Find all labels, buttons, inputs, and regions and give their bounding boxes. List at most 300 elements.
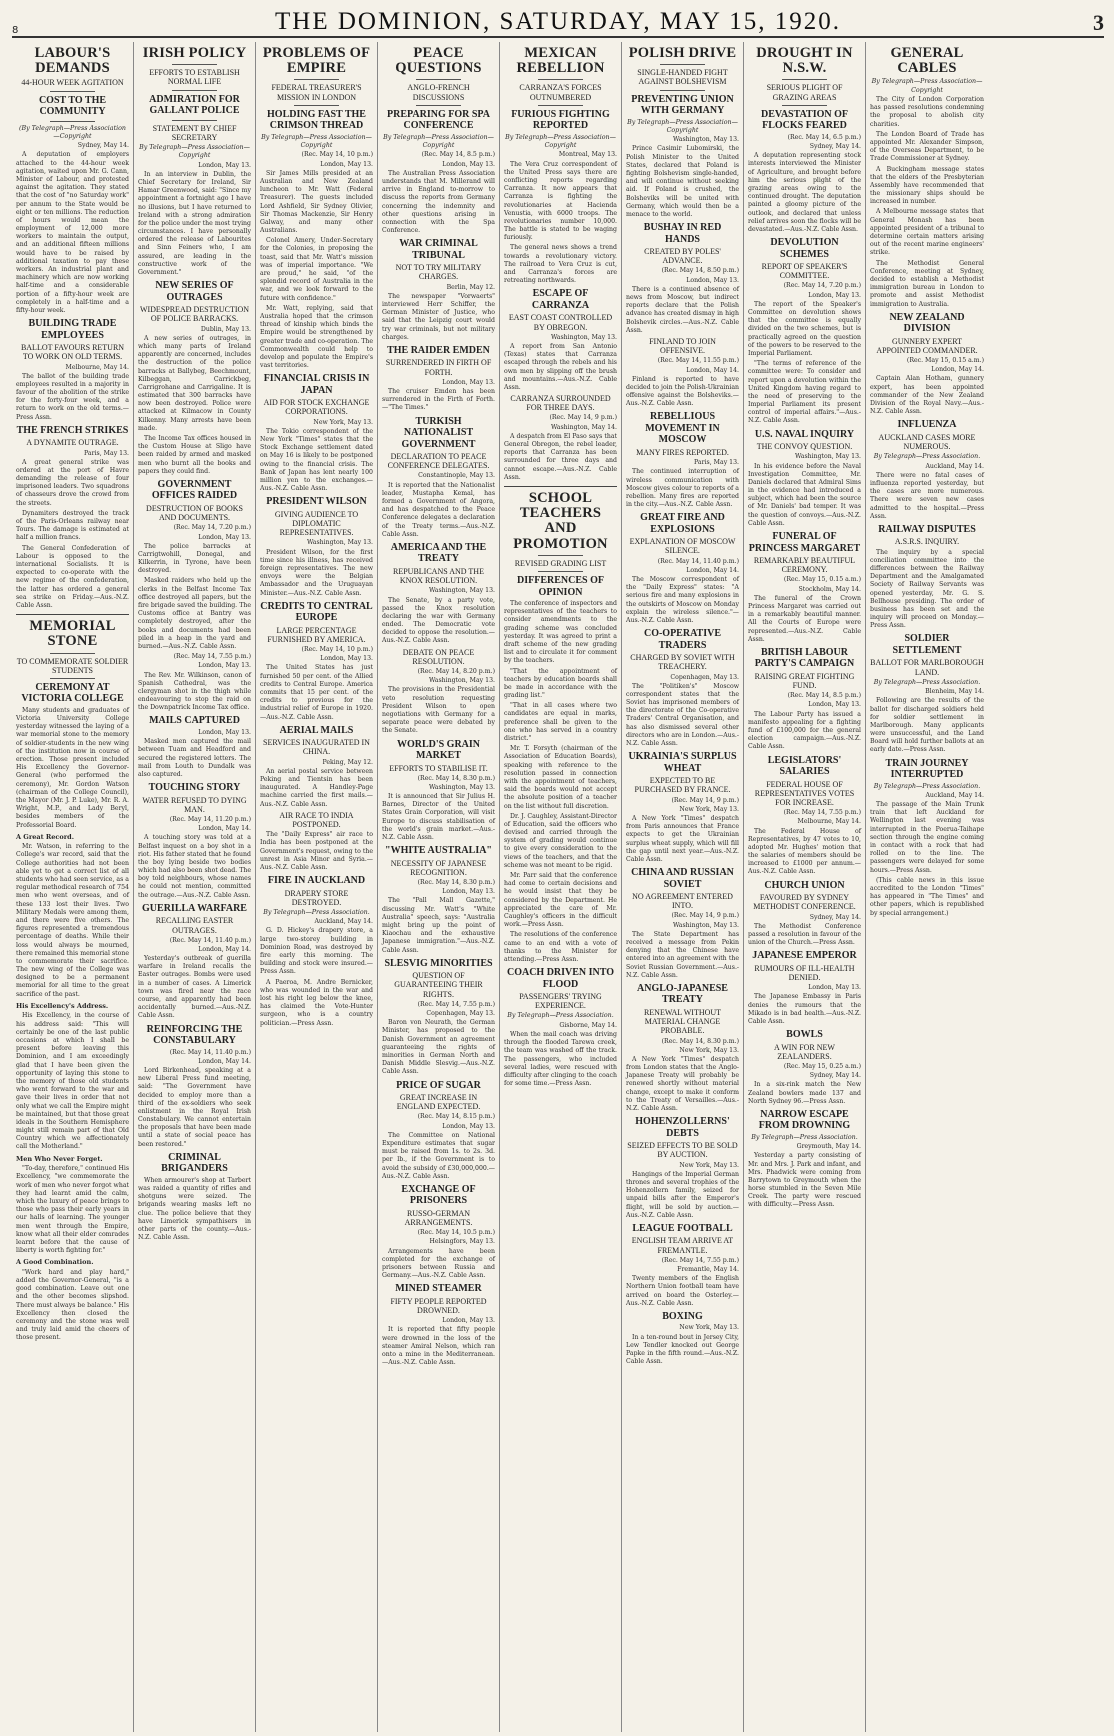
dateline: London, May 13. xyxy=(808,984,861,992)
subheadline: NEW ZEALAND DIVISION xyxy=(889,311,965,335)
headline: LABOUR'S DEMANDS xyxy=(34,45,111,77)
divider xyxy=(172,90,217,91)
dateline: Washington, May 13. xyxy=(550,333,617,341)
byline: (By Telegraph—Press Association—Copyright xyxy=(19,124,126,140)
dateline: (Rec. May 14, 7.55 p.m.) xyxy=(417,1000,495,1008)
divider xyxy=(504,486,617,487)
subheadline: ESCAPE OF CARRANZA xyxy=(531,288,590,311)
deck: AUCKLAND CASES MORE NUMEROUS. xyxy=(878,432,976,452)
paragraph: Baron von Neurath, the German Minister, has proposed to the Danish Government an agreement guaranteeing the rights of minorities in German North and Danish Middle Slesvig.—Aus.-N.Z. Cable Assn. xyxy=(382,1019,495,1076)
subheadline: WAR CRIMINAL TRIBUNAL xyxy=(399,238,478,261)
dateline: (Rec. May 14, 9 p.m.) xyxy=(671,796,739,804)
dateline: (Rec. May 14, 11.40 p.m.) xyxy=(169,936,251,944)
paragraph: The City of London Corporation has passed resolutions condemning the proposal to abolish city charities. xyxy=(870,96,984,128)
deck: RAISING GREAT FIGHTING FUND. xyxy=(754,671,855,691)
paragraph: The Labour Party has issued a manifesto appealing for a fighting fund of £100,000 for the general election campaign.—Aus.-N.Z. Cable Assn. xyxy=(748,710,861,751)
subheadline: PRESIDENT WILSON xyxy=(266,496,367,508)
dateline: London, May 13. xyxy=(198,533,251,541)
paragraph: (This cable news in this issue accredited to the London "Times" has appeared in "The Times" and other papers, which is republished by special arrangement.) xyxy=(870,876,984,917)
dateline: (Rec. May 14, 11.40 p.m.) xyxy=(169,1048,251,1056)
divider xyxy=(538,105,583,106)
subheadline: AMERICA AND THE TREATY xyxy=(390,541,487,565)
deck: FEDERAL HOUSE OF REPRESENTATIVES VOTES FOR INCREASE. xyxy=(754,779,855,807)
divider xyxy=(416,105,461,106)
subheadline: ADMIRATION FOR GALLANT POLICE xyxy=(149,93,240,117)
deck: DESTRUCTION OF BOOKS AND DOCUMENTS. xyxy=(146,503,243,523)
subheadline: BRITISH LABOUR PARTY'S CAMPAIGN xyxy=(754,646,855,670)
divider xyxy=(782,79,827,80)
byline: By Telegraph—Press Association—Copyright xyxy=(261,133,372,150)
dateline: London, May 13. xyxy=(686,276,739,284)
dateline: (Rec. May 14, 7.20 p.m.) xyxy=(173,524,251,532)
paragraph: The Methodist Conference passed a resolution in favour of the union of the Church.—Press Assn. xyxy=(748,922,861,947)
column xyxy=(866,42,988,1732)
dateline: Auckland, May 14. xyxy=(925,791,984,799)
paragraph: Dynamiters destroyed the track of the Paris-Orleans railway near Tours. The damage is estimated at half a million francs. xyxy=(16,509,129,542)
dateline: New York, May 13. xyxy=(679,805,739,813)
divider xyxy=(538,79,583,80)
subheadline: CHURCH UNION xyxy=(764,879,845,891)
paragraph: The Senate, by a party vote, passed the Knox resolution declaring the war with Germany ended. The Democratic vote decided to oppose the resolution.—Aus.-N.Z. Cable Assn. xyxy=(382,596,495,645)
dateline: Washington, May 13. xyxy=(428,783,495,791)
paragraph: It is reported that fifty people were drowned in the loss of the steamer Amiral Nelson, which ran onto a mine in the Mediterranean.—Aus.-N.Z. Cable Assn. xyxy=(382,1326,495,1367)
deck: SURRENDERED IN FIRTH OF FORTH. xyxy=(385,358,492,377)
byline: By Telegraph—Press Association. xyxy=(873,453,981,461)
subheadline: SOLDIER SETTLEMENT xyxy=(892,633,962,656)
deck: RECALLING EASTER OUTRAGES. xyxy=(155,916,234,935)
paragraph: The General Confederation of Labour is opposed to the international Socialists. It is expected to co-operate with the new regime of the confederation, the latter has ordered a general sea strike on Friday.—Aus.-N.Z. Cable Assn. xyxy=(16,544,129,609)
deck: CARRANZA'S FORCES OUTNUMBERED xyxy=(519,83,602,102)
dateline: (Rec. May 14, 8.5 p.m.) xyxy=(421,151,495,159)
dateline: (Rec. May 14, 7.55 p.m.) xyxy=(661,1256,739,1264)
dateline: (Rec. May 14, 10 p.m.) xyxy=(301,151,373,159)
subheadline: TRAIN JOURNEY INTERRUPTED xyxy=(885,757,969,781)
byline: By Telegraph—Press Association. xyxy=(263,908,370,916)
paragraph: Mr. Watson, in referring to the College's war record, said that the College authorities had not been able yet to get a correct list of all students who had seen service, as a regular methodical research of 754 men who went overseas, and of these 133 lost their lives. Two Military Medals were among them, and there were five others. The figures represented a tremendous percentage of deaths. While their loss would always be mourned, there remained this memorial stone to commemorate their sacrifice. The new wing of the College was designed to be a permanent memorial for all time to the great sacrifice of the past. xyxy=(16,843,129,998)
subheadline: NARROW ESCAPE FROM DROWNING xyxy=(758,1108,851,1132)
subhead: Men Who Never Forget. xyxy=(16,1154,103,1163)
paragraph: In an interview in Dublin, the Chief Secretary for Ireland, Sir Hamar Greenwood, said: "Since my appointment a fortnight ago I have no illusions, but I have returned to Ireland with a strong admiration for the police under the most trying circumstances. I have personally ordered the release of Labourites and Sinn Feiners who, I am assured, are leading in the constructive work of the Government." xyxy=(138,170,251,276)
divider xyxy=(294,105,339,106)
dateline: London, May 14. xyxy=(198,825,251,833)
subheadline: CREDITS TO CENTRAL EUROPE xyxy=(260,600,373,624)
subheadline: TURKISH NATIONALIST GOVERNMENT xyxy=(401,415,476,450)
dateline: Washington, May 13. xyxy=(794,453,861,461)
dateline: London, May 13. xyxy=(442,378,495,386)
headline: MEMORIAL STONE xyxy=(29,618,116,650)
paragraph: The newspaper "Vorwaerts" interviewed Herr Schiffer, the German Minister of Justice, who said that the Leipzig court would try war criminals, but not military charges. xyxy=(382,292,495,341)
deck: REPORT OF SPEAKER'S COMMITTEE. xyxy=(761,262,848,281)
dateline: Fremantle, May 14. xyxy=(677,1265,739,1273)
headline: PEACE QUESTIONS xyxy=(395,45,482,77)
headline: SCHOOL TEACHERS AND PROMOTION xyxy=(513,489,608,552)
divider xyxy=(50,91,95,92)
subheadline: GOVERNMENT OFFICES RAIDED xyxy=(151,478,238,502)
subheadline: DIFFERENCES OF OPINION xyxy=(517,575,604,598)
subheadline: THE FRENCH STRIKES xyxy=(16,424,129,436)
paragraph: The Vera Cruz correspondent of the United Press says there are conflicting reports regarding Carranza. It now appears that Carranza is fighting the revolutionaries at Hacienda Venustia, with 6000 troops. The revolutionaries number 10,000. The battle is stated to be waging furiously. xyxy=(504,160,617,242)
column xyxy=(134,42,256,1732)
paragraph: "To-day, therefore," continued His Excellency, "we commemorate the work of men who never forgot what they had learnt amid the calm, which the luxury of peace brings to those who pass their early years in our halls of learning. The younger men went through the Empire, know what all their elder comrades learnt before that the cause of liberty is worth fighting for." xyxy=(16,1165,129,1255)
paragraph: In his evidence before the Naval Investigation Committee, Mr. Daniels declared that Admiral Sims in the evidence had introduced a subject, which had been the source of Mr. Daniels' bad temper. It was the question of convoys.—Aus.-N.Z. Cable Assn. xyxy=(748,462,861,527)
deck: CARRANZA SURROUNDED FOR THREE DAYS. xyxy=(510,394,611,413)
deck: WATER REFUSED TO DYING MAN. xyxy=(142,795,247,814)
dateline: London, May 13. xyxy=(442,160,495,168)
deck: EAST COAST CONTROLLED BY OBREGON. xyxy=(508,313,613,332)
headline: PROBLEMS OF EMPIRE xyxy=(262,45,371,77)
divider xyxy=(294,79,339,80)
deck: EFFORTS TO ESTABLISH NORMAL LIFE xyxy=(149,68,240,87)
deck: SEIZED EFFECTS TO BE SOLD BY AUCTION. xyxy=(627,1141,738,1160)
deck: AID FOR STOCK EXCHANGE CORPORATIONS. xyxy=(263,398,370,417)
paragraph: Prince Casimir Lubomirski, the Polish Minister to the United States, declared that Poland is fighting Bolshevism single-handed, and will continue without seeking aid. If Poland is crushed, the Bolsheviks will be united with Germany, which would then be a menace to the world. xyxy=(626,145,739,218)
column xyxy=(378,42,500,1732)
divider xyxy=(660,64,705,65)
dateline: Stockholm, May 14. xyxy=(798,585,861,593)
headline: POLISH DRIVE xyxy=(628,45,737,61)
deck: REVISED GRADING LIST xyxy=(514,558,607,568)
paragraph: The report of the Speaker's Committee on devolution shows that the committee is equally divided on the two schemes, but is practically agreed on the question of the powers to be reserved to the Imperial Parliament. xyxy=(748,300,861,357)
subheadline: REBELLIOUS MOVEMENT IN MOSCOW xyxy=(645,411,720,446)
paragraph: Mr. Parr said that the conference had come to certain decisions and he would insist that they be considered by the Department. He appreciated the care of Mr. Caughley's officers in the difficult work.—Press Assn. xyxy=(504,872,617,929)
paragraph: Finland is reported to have decided to join the Polish-Ukrainian offensive against the Bolsheviks.—Aus.-N.Z. Cable Assn. xyxy=(626,375,739,408)
subheadline: REINFORCING THE CONSTABULARY xyxy=(146,1023,243,1047)
dateline: (Rec. May 15, 0.25 a.m.) xyxy=(783,1062,861,1070)
subheadline: "WHITE AUSTRALIA" xyxy=(385,845,492,857)
dateline: London, May 14. xyxy=(686,366,739,374)
columns xyxy=(12,42,1104,1732)
paragraph: A New York "Times" despatch from London states that the Anglo-Japanese Treaty will probably be renewed shortly without material change, except to make it conform to the Treaty of Versailles.—Aus.-N.Z. Cable Assn. xyxy=(626,1055,739,1112)
deck: A.S.R.S. INQUIRY. xyxy=(894,537,960,547)
paragraph: A Melbourne message states that General Monash has been appointed president of a tribunal to determine certain matters arising out of the recent marine engineers' strike. xyxy=(870,208,984,257)
subheadline: RAILWAY DISPUTES xyxy=(878,523,976,535)
dateline: (Rec. May 14, 8.50 p.m.) xyxy=(661,267,739,275)
dateline: (Rec. May 14, 8.5 p.m.) xyxy=(787,692,861,700)
subheadline: ANGLO-JAPANESE TREATY xyxy=(637,982,728,1006)
paragraph: Dr. J. Caughley, Assistant-Director of Education, said the officers who devised and carried through the system of grading would continue to give every consideration to the views of the teachers, and that the scheme was not meant to be rigid. xyxy=(504,812,617,869)
divider xyxy=(416,79,461,80)
divider xyxy=(782,105,827,106)
subheadline: DEVOLUTION SCHEMES xyxy=(770,237,839,260)
paragraph: Mr. Watt, replying, said that Australia hoped that the crimson thread of kinship which binds the Empire would be strengthened by greater trade and co-operation. The Commonwealth could help to develop and populate the Empire's vast territories. xyxy=(260,304,373,370)
dateline: Melbourne, May 14. xyxy=(797,818,861,826)
paragraph: The passage of the Main Trunk train that left Auckland for Wellington last evening was interrupted in the Poerua-Taihape section through the engine coming in contact with a rock that had rolled on to the line. The passengers were delayed for some hours.—Press Assn. xyxy=(870,801,984,874)
subheadline: GUERILLA WARFARE xyxy=(142,902,247,914)
dateline: London, May 13. xyxy=(198,662,251,670)
subheadline: FUNERAL OF PRINCESS MARGARET xyxy=(748,531,861,554)
column xyxy=(744,42,866,1732)
paragraph: The Moscow correspondent of the "Daily Express" states: "A serious fire and many explosions in the outskirts of Moscow on Monday explain the wireless silence."—Aus.-N.Z. Cable Assn. xyxy=(626,576,739,624)
paragraph: Hangings of the Imperial German thrones and several trophies of the Hohenzollern family, seized for unpaid bills after the Emperor's flight, will be sold by auction.—Aus.-N.Z. Cable Assn. xyxy=(626,1170,739,1219)
paragraph: The Japanese Embassy in Paris denies the rumours that the Mikado is in bad health.—Aus.-N.Z. Cable Assn. xyxy=(748,993,861,1025)
column xyxy=(12,42,134,1732)
paragraph: The State Department has received a message from Pekin denying that the Chinese have entered into an agreement with the Soviet Russian Government.—Aus.-N.Z. Cable Assn. xyxy=(626,930,739,979)
dateline: Washington, May 13. xyxy=(672,921,739,929)
paragraph: Arrangements have been completed for the exchange of prisoners between Russia and Germany.—Aus.-N.Z. Cable Assn. xyxy=(382,1247,495,1280)
paragraph: The Committee on National Expenditure estimates that sugar must be raised from 1s. to 2s. 3d. per lb., if the Government is to avoid the subsidy of £30,000,000.—Aus.-N.Z. Cable Assn. xyxy=(382,1131,495,1180)
dateline: (Rec. May 14, 7.20 p.m.) xyxy=(783,282,861,290)
dateline: London, May 13. xyxy=(198,728,251,736)
deck: AIR RACE TO INDIA POSTPONED. xyxy=(279,810,354,829)
dateline: London, May 13. xyxy=(320,160,373,168)
paragraph: There is a continued absence of news from Moscow, but indirect reports declare that the Polish advance has created dismay in high Bolshevik circles.—Aus.-N.Z. Cable Assn. xyxy=(626,285,739,334)
dateline: Paris, May 13. xyxy=(84,449,129,457)
dateline: (Rec. May 14, 11.55 p.m.) xyxy=(657,357,739,365)
divider xyxy=(172,120,217,121)
dateline: (Rec. May 14, 8.30 p.m.) xyxy=(417,879,495,887)
subhead: His Excellency's Address. xyxy=(16,1001,109,1010)
paragraph: It is reported that the Nationalist leader, Mustapha Kemal, has formed a Government of Angora, and has despatched to the Peace Conference delegates a declaration of the Treaty terms.—Aus.-N.Z. Cable Assn. xyxy=(382,481,495,538)
deck: GREAT INCREASE IN ENGLAND EXPECTED. xyxy=(396,1093,481,1112)
paragraph: Mr. T. Forsyth (chairman of the Association of Education Boards), speaking with reference to the resolution passed in connection with the appointment of teachers, said the boards would not accept the absolute position of a teacher on the list without full discretion. xyxy=(504,745,617,810)
subheadline: NEW SERIES OF OUTRAGES xyxy=(155,280,234,303)
paragraph: "That the appointment of teachers by education boards shall be made in accordance with the grading list." xyxy=(504,667,617,700)
paragraph: The Australian Press Association understands that M. Millerand will arrive in England to-morrow to discuss the reports from Germany concerning the indemnity and other questions arising in connection with the Spa Conference. xyxy=(382,169,495,235)
dateline: Washington, May 13. xyxy=(428,677,495,685)
subheadline: PREVENTING UNION WITH GERMANY xyxy=(631,93,734,117)
dateline: London, May 13. xyxy=(808,291,861,299)
subheadline: LEAGUE FOOTBALL xyxy=(632,1222,733,1234)
subheadline: AERIAL MAILS xyxy=(279,724,354,736)
subheadline: DEVASTATION OF FLOCKS FEARED xyxy=(761,108,848,132)
dateline: (Rec. May 14, 11.20 p.m.) xyxy=(169,815,251,823)
divider xyxy=(538,555,583,556)
paragraph: The "Daily Express" air race to India has been postponed at the Government's request, owing to the unrest in Asia Minor and Syria.—Aus.-N.Z. Cable Assn. xyxy=(260,831,373,871)
dateline: Constantinople, May 13. xyxy=(418,472,495,480)
byline: By Telegraph—Press Association. xyxy=(507,1012,614,1020)
paragraph: Yesterday a party consisting of Mr. and Mrs. J. Park and infant, and Mrs. Phadwick were coming from Barrytown to Greymouth when the horse stumbled in the Seven Mile Creek. The party were rescued with difficulty.—Press Assn. xyxy=(748,1152,861,1209)
paragraph: The "Pall Mall Gazette," discussing Mr. Watt's "White Australia" speech, says: "Australia might bring up the point of Kiaochau and the exhaustive Japanese immigration."—Aus.-N.Z. Cable Assn. xyxy=(382,897,495,954)
subheadline: FIRE IN AUCKLAND xyxy=(267,875,366,887)
byline: By Telegraph—Press Association—Copyright xyxy=(871,78,983,94)
paragraph: The Rev. Mr. Wilkinson, canon of Spanish Cathedral, was the clergyman shot in the thigh while endeavouring to stop the raid on the Downpatrick Income Tax office. xyxy=(138,671,251,712)
deck: EXPLANATION OF MOSCOW SILENCE. xyxy=(629,537,736,556)
paragraph: The Income Tax offices housed in the Custom House at Sligo have been raided by armed and masked men who burnt all the books and papers they could find. xyxy=(138,435,251,475)
deck: CREATED BY POLES' ADVANCE. xyxy=(644,247,721,266)
page-number: 3 xyxy=(1093,10,1104,35)
dateline: Auckland, May 14. xyxy=(314,918,373,926)
paragraph: G. D. Hickey's drapery store, a large two-storey building in Dominion Road, was destroyed by fire early this morning. The building and stock were insured.—Press Assn. xyxy=(260,927,373,976)
subheadline: JAPANESE EMPEROR xyxy=(752,950,857,962)
deck: EFFORTS TO STABILISE IT. xyxy=(389,763,488,773)
dateline: New York, May 13. xyxy=(313,418,373,426)
paragraph: A new series of outrages, in which many parts of Ireland apparently are concerned, includes the destruction of the police barracks at Ballybeg, Beechmount, Kilbeggan, Carrickbeg, Carrigrohane and Carrigaline. It is estimated that 300 barracks have now been destroyed. Police were attacked at Kilmacow in County Kilkenny. Many arrests have been made. xyxy=(138,334,251,432)
deck: STATEMENT BY CHIEF SECRETARY xyxy=(152,123,237,142)
dateline: (Rec. May 14, 7.55 p.m.) xyxy=(783,809,861,817)
subheadline: EXCHANGE OF PRISONERS xyxy=(401,1183,476,1207)
column xyxy=(622,42,744,1732)
subheadline: TOUCHING STORY xyxy=(148,782,241,794)
paragraph: Masked raiders who held up the clerks in the Belfast Income Tax office destroyed all papers, but the fire brigade saved the building. The Customs office at Bantry was completely destroyed, after the books and documents had been piled in a heap in the yard and burned.—Aus.-N.Z. Cable Assn. xyxy=(138,577,251,650)
paragraph: A Paeroa, M. Andre Bernicker, who was wounded in the war and lost his right leg below the knee, has claimed the Vote-Hunter surgeon, who is a country politician.—Press Assn. xyxy=(260,978,373,1027)
deck: BALLOT FOR MARLBOROUGH LAND. xyxy=(870,658,984,677)
subheadline: CO-OPERATIVE TRADERS xyxy=(643,628,722,651)
paragraph: There were no fatal cases of influenza reported yesterday, but the cases are more numerous. There were seven new cases admitted to the hospital.—Press Assn. xyxy=(870,471,984,520)
deck: BALLOT FAVOURS RETURN TO WORK ON OLD TERMS. xyxy=(20,343,125,362)
masthead xyxy=(12,6,1104,38)
subheadline: FINANCIAL CRISIS IN JAPAN xyxy=(263,373,370,396)
dateline: Greymouth, May 14. xyxy=(796,1143,861,1151)
paragraph: A report from San Antonio (Texas) states that Carranza escaped through the rebels and his own men by slipping off the brush and mountains.—Aus.-N.Z. Cable Assn. xyxy=(504,342,617,391)
deck: MANY FIRES REPORTED. xyxy=(636,447,729,457)
headline: GENERAL CABLES xyxy=(890,45,964,77)
dateline: Gisborne, May 14. xyxy=(559,1021,617,1029)
byline: By Telegraph—Press Association—Copyright xyxy=(505,133,616,150)
subheadline: CEREMONY AT VICTORIA COLLEGE xyxy=(21,681,124,705)
subheadline: FURIOUS FIGHTING REPORTED xyxy=(511,108,610,132)
paragraph: A New York "Times" despatch from Paris announces that France expects to get the Ukrainian surplus wheat supply, which will fill the gap until next year.—Aus.-N.Z. Cable Assn. xyxy=(626,814,739,863)
dateline: (Rec. May 14, 6.5 p.m.) xyxy=(787,133,861,141)
deck: SERVICES INAUGURATED IN CHINA. xyxy=(263,738,370,757)
paragraph: "Work hard and play hard," added the Governor-General, "is a good combination. Leave out one and the other becomes slipshod. There must always be balance." His Excellency then closed the ceremony and the stone was well and truly laid amid the cheers of those present. xyxy=(16,1268,129,1342)
subheadline: COST TO THE COMMUNITY xyxy=(38,94,107,118)
paragraph: "The terms of reference of the committee were: To consider and report upon a devolution within the United Kingdom having regard to the need of preserving to the Imperial Parliament its present control of imperial affairs."—Aus.-N.Z. Cable Assn. xyxy=(748,360,861,425)
deck: QUESTION OF GUARANTEEING THEIR RIGHTS. xyxy=(394,971,483,999)
subheadline: BOXING xyxy=(662,1310,703,1322)
dateline: (Rec. May 14, 9 p.m.) xyxy=(549,414,617,422)
subheadline: BUILDING TRADE EMPLOYEES xyxy=(28,318,117,341)
deck: CHARGED BY SOVIET WITH TREACHERY. xyxy=(630,653,735,672)
deck: A DYNAMITE OUTRAGE. xyxy=(26,438,119,448)
subheadline: HOHENZOLLERNS' DEBTS xyxy=(635,1116,730,1139)
dateline: Sydney, May 14. xyxy=(809,1072,861,1080)
paragraph: The ballot of the building trade employees resulted in a majority in favour of the abolition of the strike for the forty-four week, and a return to work on the old terms.—Press Assn. xyxy=(16,372,129,421)
deck: 44-HOUR WEEK AGITATION xyxy=(21,78,124,88)
paragraph: When the mail coach was driving through the flooded Tarewa creek, the team was washed off the track. The passengers, who included several ladies, were rescued with difficulty after clinging to the coach for some time.—Press Assn. xyxy=(504,1030,617,1088)
paragraph: In a six-rink match the New Zealand bowlers made 137 and North Sydney 96.—Press Assn. xyxy=(748,1081,861,1105)
dateline: (Rec. May 14, 11.40 p.m.) xyxy=(657,557,739,565)
newspaper-title: THE DOMINION, SATURDAY, MAY 15, 1920. xyxy=(275,8,841,35)
deck: DRAPERY STORE DESTROYED. xyxy=(284,888,349,907)
dateline: (Rec. May 14, 8.30 p.m.) xyxy=(417,774,495,782)
deck: NO AGREEMENT ENTERED INTO. xyxy=(632,892,733,911)
dateline: (Rec. May 15, 0.15 a.m.) xyxy=(906,357,984,365)
paragraph: The police barracks at Carrigtwohill, Donegal, and Kilkerrin, in Tyrone, have been destroyed. xyxy=(138,542,251,575)
paragraph: The general news shows a trend towards a revolutionary victory. The railroad to Vera Cruz is cut, and Carranza's forces are retreating northwards. xyxy=(504,244,617,285)
paragraph: A Buckingham message states that the elders of the Presbyterian Assembly have recommended that the missionary ships should be increased in number. xyxy=(870,165,984,206)
subheadline: BOWLS xyxy=(786,1029,823,1041)
dateline: London, May 13. xyxy=(808,701,861,709)
dateline: Blenheim, May 14. xyxy=(925,688,984,696)
headline: IRISH POLICY xyxy=(142,45,247,61)
dateline: Sydney, May 14. xyxy=(809,143,861,150)
dateline: London, May 13. xyxy=(198,161,251,169)
dateline: Washington, May 13. xyxy=(672,136,739,144)
divider xyxy=(50,121,95,122)
paragraph: Masked men captured the mail between Tuam and Headford and secured the registered letters. The mail from Louth to Dundalk was also captured. xyxy=(138,738,251,778)
headline: DROUGHT IN N.S.W. xyxy=(756,45,853,77)
paragraph: Lord Birkenhead, speaking at a new Liberal Press fund meeting, said: "The Government have decided to employ more than a third of the ex-soldiers who seek enlistment in the Royal Irish Constabulary. We cannot entertain the proposals that have been made until a state of social peace has been restored." xyxy=(138,1066,251,1148)
dateline: (Rec. May 14, 7.55 p.m.) xyxy=(173,653,251,661)
page-left-number: 8 xyxy=(12,25,19,36)
subhead: A Good Combination. xyxy=(16,1258,94,1267)
paragraph: The conference of inspectors and representatives of the teachers to consider amendments to the grading scheme was concluded yesterday. It was agreed to print a draft scheme of the new grading list and to circulate it for comment by the teachers. xyxy=(504,600,617,665)
paragraph: The provisions in the Presidential veto resolution requesting President Wilson to open negotiations with Germany for a separate peace were debated by the Senate. xyxy=(382,686,495,735)
paragraph: Many students and graduates of Victoria University College yesterday witnessed the laying of a war memorial stone to the memory of soldier-students in the new wing of the institution now in course of erection. Those present included His Excellency the Governor-General (who performed the ceremony), Mr. Gordon Watson (chairman of the College Council), the Mayor (Mr. J. P. Luke), Mr. R. A. Wright, M.P., and Lady Beryl, besides members of the Professorial Board. xyxy=(16,706,129,829)
deck: WIDESPREAD DESTRUCTION OF POLICE BARRACKS. xyxy=(139,305,250,324)
column xyxy=(256,42,378,1732)
deck: NOT TO TRY MILITARY CHARGES. xyxy=(395,263,482,282)
deck: A WIN FOR NEW ZEALANDERS. xyxy=(774,1042,835,1061)
dateline: Berlin, May 12. xyxy=(446,283,495,291)
paragraph: Yesterday's outbreak of guerilla warfare in Ireland recalls the Easter outrages. Bombs were used in a number of cases. A Limerick town was fired near the race course, and apparently had been accidentally burned.—Aus.-N.Z. Cable Assn. xyxy=(138,955,251,1020)
subheadline: BUSHAY IN RED HANDS xyxy=(643,222,722,245)
deck: REPUBLICANS AND THE KNOX RESOLUTION. xyxy=(393,566,484,586)
dateline: (Rec. May 14, 8.15 p.m.) xyxy=(417,1113,495,1121)
paragraph: In a ten-round bout in Jersey City, Lew Tendler knocked out George Papke in the fifth round.—Aus.-N.Z. Cable Assn. xyxy=(626,1333,739,1366)
subheadline: HOLDING FAST THE CRIMSON THREAD xyxy=(267,108,366,132)
divider xyxy=(538,571,583,572)
byline: By Telegraph—Press Association—Copyright xyxy=(627,118,738,134)
dateline: Melbourne, May 14. xyxy=(65,363,129,371)
dateline: London, May 13. xyxy=(320,655,373,663)
subheadline: INFLUENZA xyxy=(897,419,957,431)
paragraph: An aerial postal service between Peking and Tientsin has been inaugurated. A Handley-Page machine carried the first mails.—Aus.-N.Z. Cable Assn. xyxy=(260,767,373,808)
byline: By Telegraph—Press Association—Copyright xyxy=(139,143,250,160)
subheadline: WORLD'S GRAIN MARKET xyxy=(396,738,481,762)
deck: DECLARATION TO PEACE CONFERENCE DELEGATES. xyxy=(387,452,490,471)
dateline: (Rec. May 15, 0.15 a.m.) xyxy=(783,576,861,584)
subheadline: CHINA AND RUSSIAN SOVIET xyxy=(631,867,734,890)
divider xyxy=(660,90,705,91)
dateline: Washington, May 14. xyxy=(550,423,617,431)
subheadline: THE RAIDER EMDEN xyxy=(387,344,490,356)
dateline: London, May 14. xyxy=(198,1057,251,1065)
paragraph: Following are the results of the ballot for discharged soldiers held for soldier settlement in Marlborough. Many applicants were unsuccessful, and the Land Board will hold further ballots at an early date.—Press Assn. xyxy=(870,697,984,754)
paragraph: The "Politiken's" Moscow correspondent states that the Soviet has imprisoned members of the directorate of the Co-operative Traders' Central Organisation, and has also dismissed several other directors who are in London.—Aus.-N.Z. Cable Assn. xyxy=(626,682,739,747)
deck: GIVING AUDIENCE TO DIPLOMATIC REPRESENTATIVES. xyxy=(274,509,359,538)
dateline: (Rec. May 14, 8.30 p.m.) xyxy=(661,1037,739,1045)
dateline: Auckland, May 14. xyxy=(925,462,984,470)
deck: FINLAND TO JOIN OFFENSIVE. xyxy=(649,336,716,356)
paragraph: The Methodist General Conference, meeting at Sydney, decided to establish a Methodist immigration bureau in London to promote and assist Methodist immigration to Australia. xyxy=(870,259,984,308)
dateline: London, May 14. xyxy=(198,945,251,953)
dateline: Copenhagen, May 13. xyxy=(670,673,739,681)
subhead: A Great Record. xyxy=(16,832,74,841)
dateline: Washington, May 13. xyxy=(428,587,495,595)
subheadline: PRICE OF SUGAR xyxy=(396,1079,481,1091)
paragraph: President Wilson, for the first time since his illness, has received foreign representatives. The new envoys were the Belgian Ambassador and the Uruguayan Minister.—Aus.-N.Z. Cable Assn. xyxy=(260,548,373,597)
deck: ENGLISH TEAM ARRIVE AT FREMANTLE. xyxy=(631,1236,734,1255)
dateline: New York, May 13. xyxy=(679,1324,739,1332)
dateline: London, May 13. xyxy=(442,888,495,896)
subheadline: PREPARING FOR SPA CONFERENCE xyxy=(387,108,490,132)
byline: By Telegraph—Press Association. xyxy=(873,782,981,790)
deck: RUMOURS OF ILL-HEALTH DENIED. xyxy=(754,963,855,982)
paragraph: A touching story was told at a Belfast inquest on a boy shot in a riot. His father stated that he found the boy lying beside two bodies which had also been shot dead. The boy told neighbours, whose names he could not mention, committed the outrage.—Aus.-N.Z. Cable Assn. xyxy=(138,834,251,899)
subheadline: MAILS CAPTURED xyxy=(149,715,240,727)
dateline: Montreal, May 13. xyxy=(558,151,617,159)
paragraph: Sir James Mills presided at an Australian and New Zealand luncheon to Mr. Watt (Federal Treasurer). The guests included Lord Ashfield, Sir Sydney Olivier, Sir Thomas Mackenzie, Sir Henry Galway, and many other Australians. xyxy=(260,169,373,235)
paragraph: "That in all cases where two candidates are equal in marks, preference shall be given to the one who has served in a country district." xyxy=(504,702,617,743)
subheadline: UKRAINIA'S SURPLUS WHEAT xyxy=(628,751,737,774)
byline: By Telegraph—Press Association. xyxy=(751,1133,858,1141)
dateline: (Rec. May 14, 10 p.m.) xyxy=(301,646,373,654)
byline: By Telegraph—Press Association. xyxy=(873,678,981,686)
dateline: Dublin, May 13. xyxy=(200,325,251,333)
paragraph: A deputation of employers attached to the 44-hour week agitation, waited upon Mr. G. Cann, Minister of Labour, and protested against the agitation. They stated that the cost of "no Saturday work" per annum to the State would be eight or ten millions. The reduction of hours would mean the employment of 12,000 more workers to maintain the output, and an additional fifteen millions would have to be raised by additional taxation to pay these workers. An industrial plant and machinery which are now working half-time and a considerable portion of a fifty-hour week are completely in a half-time and a fifty-hour week. xyxy=(16,151,129,314)
paragraph: The London Board of Trade has appointed Mr. Alexander Simpson, of the Overseas Department, to be Trade Commissioner at Sydney. xyxy=(870,130,984,163)
dateline: New York, May 13. xyxy=(679,1161,739,1169)
subheadline: CRIMINAL BRIGANDERS xyxy=(161,1151,228,1175)
deck: TO COMMEMORATE SOLDIER STUDENTS xyxy=(16,656,129,675)
paragraph: The United States has just furnished 50 per cent. of the Allied credits to Central Europe. America commits that 15 per cent. of the credits to previous for the industrial relief of Europe in 1920.—Aus.-N.Z. Cable Assn. xyxy=(260,664,373,721)
subheadline: SLESVIG MINORITIES xyxy=(384,957,493,969)
deck: FAVOURED BY SYDNEY METHODIST CONFERENCE. xyxy=(753,893,856,912)
paragraph: The Federal House of Representatives, by 47 votes to 10, adopted Mr. Hughes' motion that the salaries of members should be increased to £1000 per annum.—Aus.-N.Z. Cable Assn. xyxy=(748,827,861,876)
deck: RUSSO-GERMAN ARRANGEMENTS. xyxy=(404,1208,473,1228)
dateline: London, May 13. xyxy=(442,1122,495,1130)
